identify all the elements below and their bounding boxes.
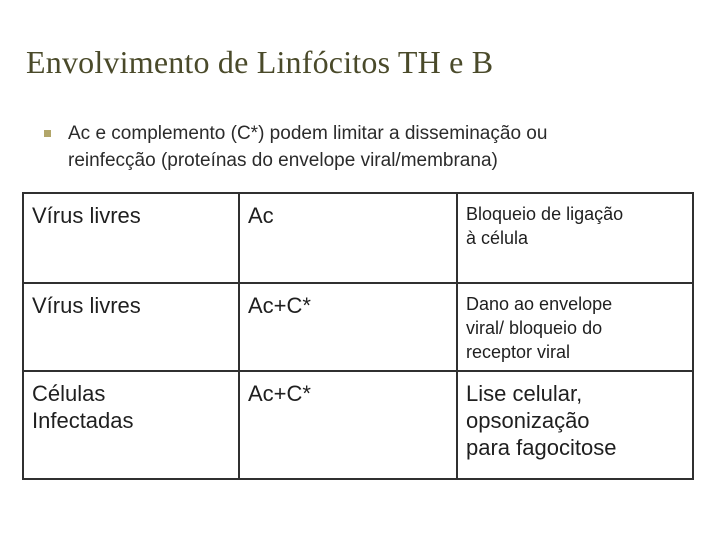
agent-cell	[239, 283, 457, 371]
cell-line: para fagocitose	[466, 435, 617, 460]
bullet-text	[68, 120, 688, 174]
cell-line: receptor viral	[466, 342, 571, 362]
cell-line: Ac+C*	[248, 293, 311, 318]
cell-line: Infectadas	[32, 408, 134, 433]
cell-line: viral/ bloqueio do	[466, 318, 603, 338]
table-row	[23, 193, 693, 283]
cell-line: à célula	[466, 228, 529, 248]
table-row	[23, 371, 693, 479]
effect-cell	[457, 371, 693, 479]
cell-line: Vírus livres	[32, 203, 141, 228]
bullet-square-icon	[44, 130, 51, 137]
effect-cell	[457, 193, 693, 283]
bullet-line-2: reinfecção (proteínas do envelope viral/membrana)	[68, 150, 498, 171]
bullet-line-1: Ac e complemento (C*) podem limitar a disseminação ou	[68, 123, 548, 144]
target-cell	[23, 371, 239, 479]
agent-cell	[239, 371, 457, 479]
cell-line: Lise celular,	[466, 381, 583, 406]
cell-line: Bloqueio de ligação	[466, 204, 624, 224]
table-row	[23, 283, 693, 371]
cell-line: Dano ao envelope	[466, 294, 613, 314]
target-cell	[23, 283, 239, 371]
slide-title: Envolvimento de Linfócitos TH e B	[26, 44, 494, 80]
effect-cell	[457, 283, 693, 371]
cell-line: Vírus livres	[32, 293, 141, 318]
cell-line: Ac	[248, 203, 274, 228]
cell-line: Células	[32, 381, 106, 406]
agent-cell	[239, 193, 457, 283]
target-cell	[23, 193, 239, 283]
cell-line: opsonização	[466, 408, 590, 433]
cell-line: Ac+C*	[248, 381, 311, 406]
antibody-effects-table	[22, 192, 694, 480]
